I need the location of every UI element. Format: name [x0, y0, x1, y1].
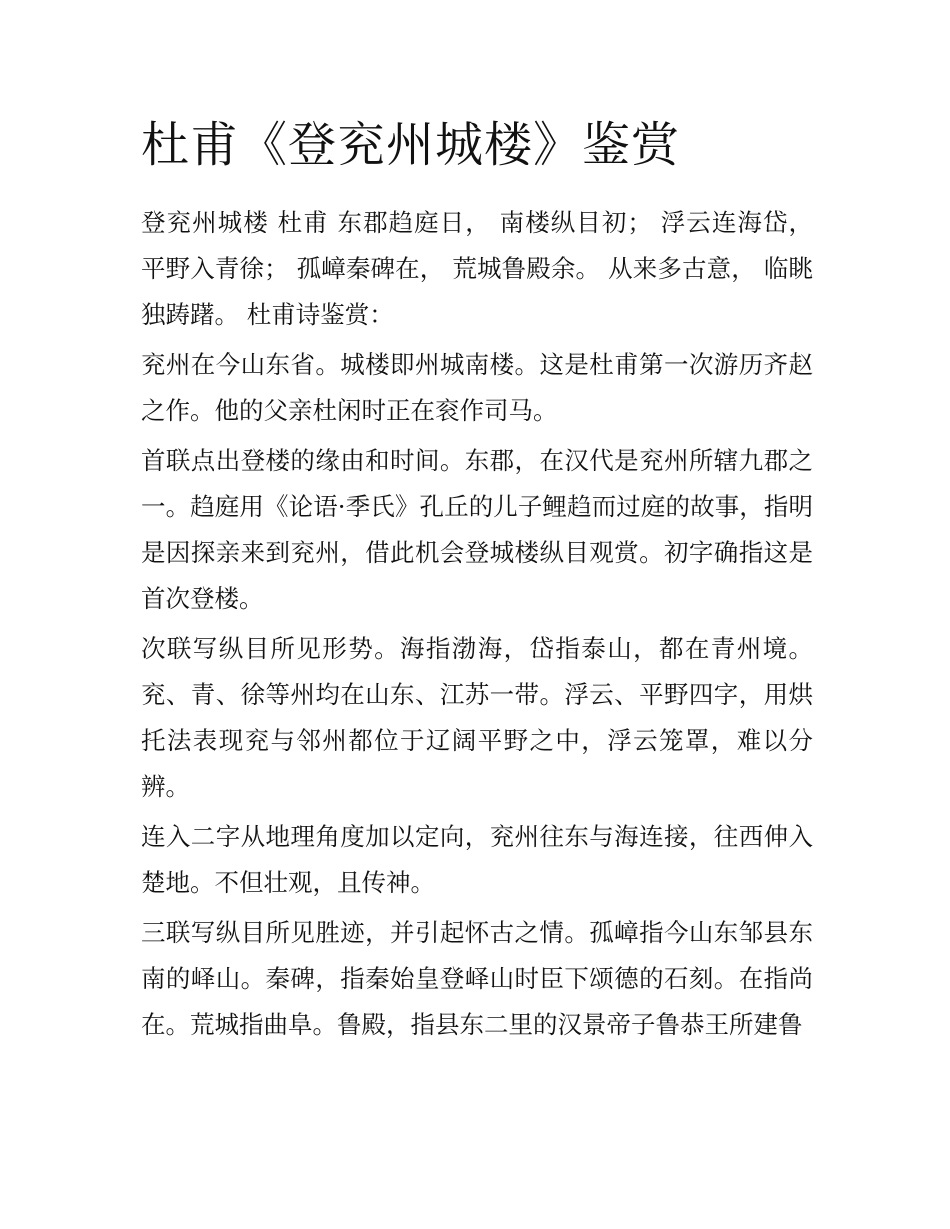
paragraph-third-couplet: 三联写纵目所见胜迹，并引起怀古之情。孤嶂指今山东邹县东南的峄山。秦碑，指秦始皇登峄山时臣下颂德的石刻。在指尚在。荒城指曲阜。鲁殿，指县东二里的汉景帝子鲁恭王所建鲁 — [141, 918, 813, 1039]
article-body — [141, 200, 813, 1052]
paragraph-first-couplet: 首联点出登楼的缘由和时间。东郡，在汉代是兖州所辖九郡之一。趋庭用《论语·季氏》孔丘的儿子鲤趋而过庭的故事，指明是因探亲来到兖州，借此机会登城楼纵目观赏。初字确指这是首次登楼。 — [141, 446, 813, 613]
paragraph-poem: 登兖州城楼 杜甫 东郡趋庭日， 南楼纵目初； 浮云连海岱， 平野入青徐； 孤嶂秦碑在， 荒城鲁殿余。 从来多古意， 临眺独踌躇。 杜甫诗鉴赏： — [141, 208, 813, 329]
paragraph-second-couplet: 次联写纵目所见形势。海指渤海，岱指泰山，都在青州境。兖、青、徐等州均在山东、江苏一带。浮云、平野四字，用烘托法表现兖与邻州都位于辽阔平野之中，浮云笼罩，难以分辨。 — [141, 634, 813, 801]
paragraph-direction: 连入二字从地理角度加以定向，兖州往东与海连接，往西伸入楚地。不但壮观，且传神。 — [141, 822, 813, 897]
page-title: 杜甫《登兖州城楼》鉴赏 — [141, 117, 681, 173]
paragraph-intro: 兖州在今山东省。城楼即州城南楼。这是杜甫第一次游历齐赵之作。他的父亲杜闲时正在衮作司马。 — [141, 350, 813, 425]
